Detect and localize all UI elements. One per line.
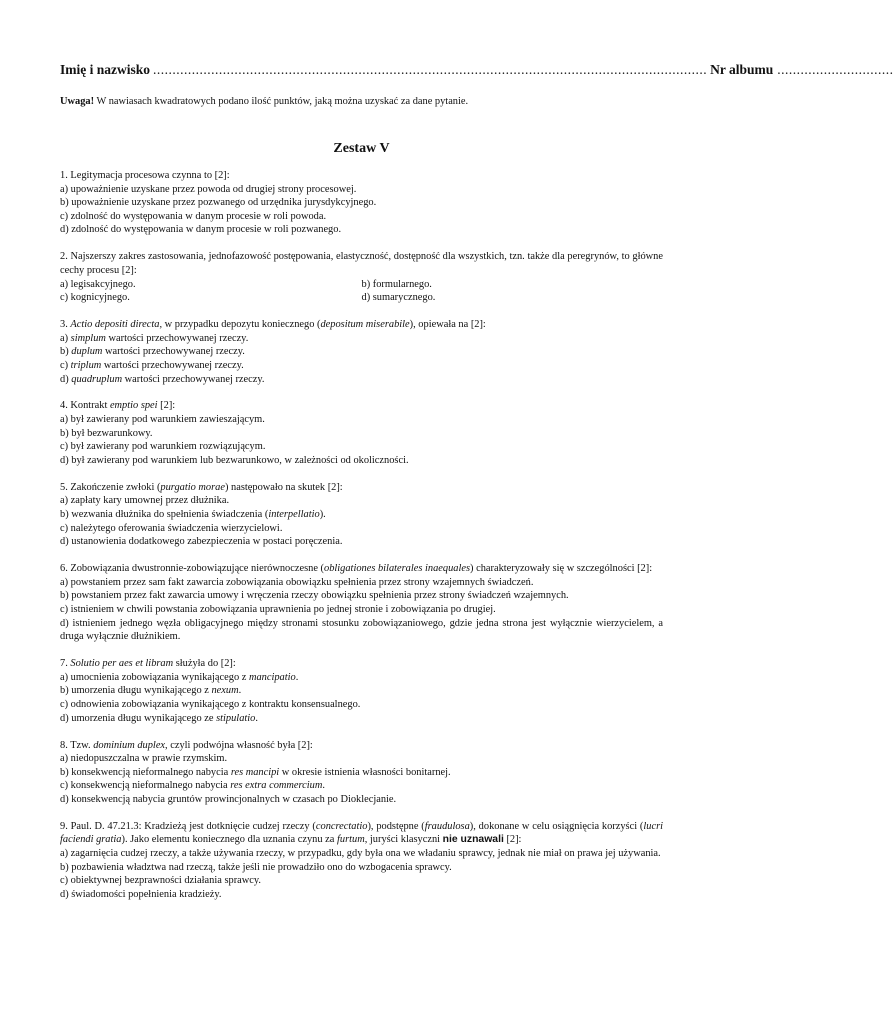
question-text: 2. Najszerszy zakres zastosowania, jednofazowość postępowania, elastyczność, dostępność dla wszystkich, tzn. także dla peregrynów, to główne cechy procesu [2]: [60, 251, 663, 276]
question-text: 4. Kontrakt emptio spei [2]: [60, 400, 176, 412]
answer-a: a) legisakcyjnego. [60, 278, 136, 290]
answer-b: b) duplum wartości przechowywanej rzeczy. [60, 346, 245, 358]
answer-a: a) zagarnięcia cudzej rzeczy, a także używania rzeczy, w przypadku, gdy była ona we władaniu sprawcy, jednak nie miał on prawa jej używania. [60, 848, 661, 860]
questions-list [60, 169, 663, 915]
name-field[interactable]: ............................................................................................................................................... [153, 62, 708, 77]
answer-b: b) pozbawienia władztwa nad rzeczą, także jeśli nie prowadziło ono do wzbogacenia sprawcy. [60, 861, 452, 873]
answer-b: b) był bezwarunkowy. [60, 427, 153, 439]
answer-d: d) quadruplum wartości przechowywanej rzeczy. [60, 373, 265, 385]
answer-d: d) sumarycznego. [361, 292, 436, 304]
question-text: 6. Zobowiązania dwustronnie-zobowiązujące nierównoczesne (obligationes bilaterales inaequales) charakteryzowały się w szczególności [2]: [60, 563, 653, 575]
answer-c: c) konsekwencją nieformalnego nabycia res extra commercium. [60, 780, 325, 792]
answer-c: c) należytego oferowania świadczenia wierzycielowi. [60, 522, 283, 534]
answer-c: c) zdolność do występowania w danym procesie w roli powoda. [60, 210, 327, 222]
answer-d: d) zdolność do występowania w danym procesie w roli pozwanego. [60, 224, 342, 236]
answer-d: d) świadomości popełnienia kradzieży. [60, 888, 222, 900]
answer-c: c) odnowienia zobowiązania wynikającego z kontraktu konsensualnego. [60, 698, 361, 710]
student-header [60, 62, 894, 78]
question-text: 7. Solutio per aes et libram służyła do [2]: [60, 658, 236, 670]
note-bold: Uwaga! [60, 96, 95, 107]
answer-d: d) ustanowienia dodatkowego zabezpieczenia w postaci poręczenia. [60, 536, 343, 548]
question-1 [60, 169, 663, 237]
answer-c: c) triplum wartości przechowywanej rzeczy. [60, 359, 244, 371]
answer-a: a) był zawierany pod warunkiem zawieszającym. [60, 414, 265, 426]
instruction-note [60, 96, 468, 107]
answer-b: b) powstaniem przez fakt zawarcia umowy i wręczenia rzeczy obowiązku spełnienia przez strony świadczeń wzajemnych. [60, 590, 569, 602]
answer-d: d) istnieniem jednego węzła obligacyjnego między stronami stosunku zobowiązaniowego, gdzie jedna strona jest wyłącznie wierzycielem, a druga wyłącznie dłużnikiem. [60, 617, 663, 643]
answer-c: c) był zawierany pod warunkiem rozwiązującym. [60, 441, 266, 453]
answer-c: c) istnieniem w chwili powstania zobowiązania uprawnienia po jednej stronie i zobowiązania po drugiej. [60, 603, 496, 615]
question-text: 1. Legitymacja procesowa czynna to [2]: [60, 170, 230, 181]
answer-b: b) upoważnienie uzyskane przez pozwanego od urzędnika jurysdykcyjnego. [60, 197, 377, 209]
question-5 [60, 481, 663, 549]
answer-b: b) formularnego. [361, 278, 432, 290]
answer-d: d) był zawierany pod warunkiem lub bezwarunkowo, w zależności od okoliczności. [60, 454, 409, 466]
question-2 [60, 250, 663, 304]
name-label: Imię i nazwisko [60, 62, 151, 77]
answer-b: b) wezwania dłużnika do spełnienia świadczenia (interpellatio). [60, 509, 326, 521]
answer-a: a) umocnienia zobowiązania wynikającego z mancipatio. [60, 671, 299, 683]
answer-a: a) simplum wartości przechowywanej rzeczy. [60, 332, 249, 344]
question-6 [60, 562, 663, 644]
set-title: Zestaw V [333, 141, 390, 156]
answer-b: b) umorzenia długu wynikającego z nexum. [60, 685, 242, 697]
answer-a: a) zapłaty kary umownej przez dłużnika. [60, 495, 230, 507]
answer-d: d) konsekwencją nabycia gruntów prowincjonalnych w czasach po Dioklecjanie. [60, 793, 397, 805]
answer-a: a) powstaniem przez sam fakt zawarcia zobowiązania obowiązku spełnienia przez strony wzajemnych świadczeń. [60, 576, 534, 588]
answer-a: a) upoważnienie uzyskane przez powoda od drugiej strony procesowej. [60, 183, 357, 195]
answer-b: b) konsekwencją nieformalnego nabycia res mancipi w okresie istnienia własności bonitarnej. [60, 766, 451, 778]
answer-c: c) obiektywnej bezprawności działania sprawcy. [60, 875, 261, 887]
answer-a: a) niedopuszczalna w prawie rzymskim. [60, 753, 228, 765]
question-text: 5. Zakończenie zwłoki (purgatio morae) następowało na skutek [2]: [60, 481, 343, 493]
note-text: W nawiasach kwadratowych podano ilość punktów, jaką można uzyskać za dane pytanie. [94, 96, 469, 107]
question-text: 8. Tzw. dominium duplex, czyli podwójna własność była [2]: [60, 739, 313, 751]
album-field[interactable]: .............................. [777, 62, 894, 77]
question-text: 9. Paul. D. 47.21.3: Kradzieżą jest dotknięcie cudzej rzeczy (concrectatio), podstępne (fraudulosa), dokonane w celu osiągnięcia korzyści (lucri faciendi gratia). Jako elementu koniecznego dla uznania czynu za furtum, juryści klasyczni nie uznawali [2]: [60, 820, 663, 846]
answer-d: d) umorzenia długu wynikającego ze stipulatio. [60, 712, 258, 724]
answer-c: c) kognicyjnego. [60, 292, 130, 304]
question-9 [60, 820, 663, 902]
question-4 [60, 399, 663, 467]
question-3 [60, 318, 663, 386]
question-7 [60, 657, 663, 725]
album-label: Nr albumu [710, 62, 774, 77]
question-text: 3. Actio depositi directa, w przypadku depozytu koniecznego (depositum miserabile), opiewała na [2]: [60, 319, 486, 331]
question-8 [60, 739, 663, 807]
